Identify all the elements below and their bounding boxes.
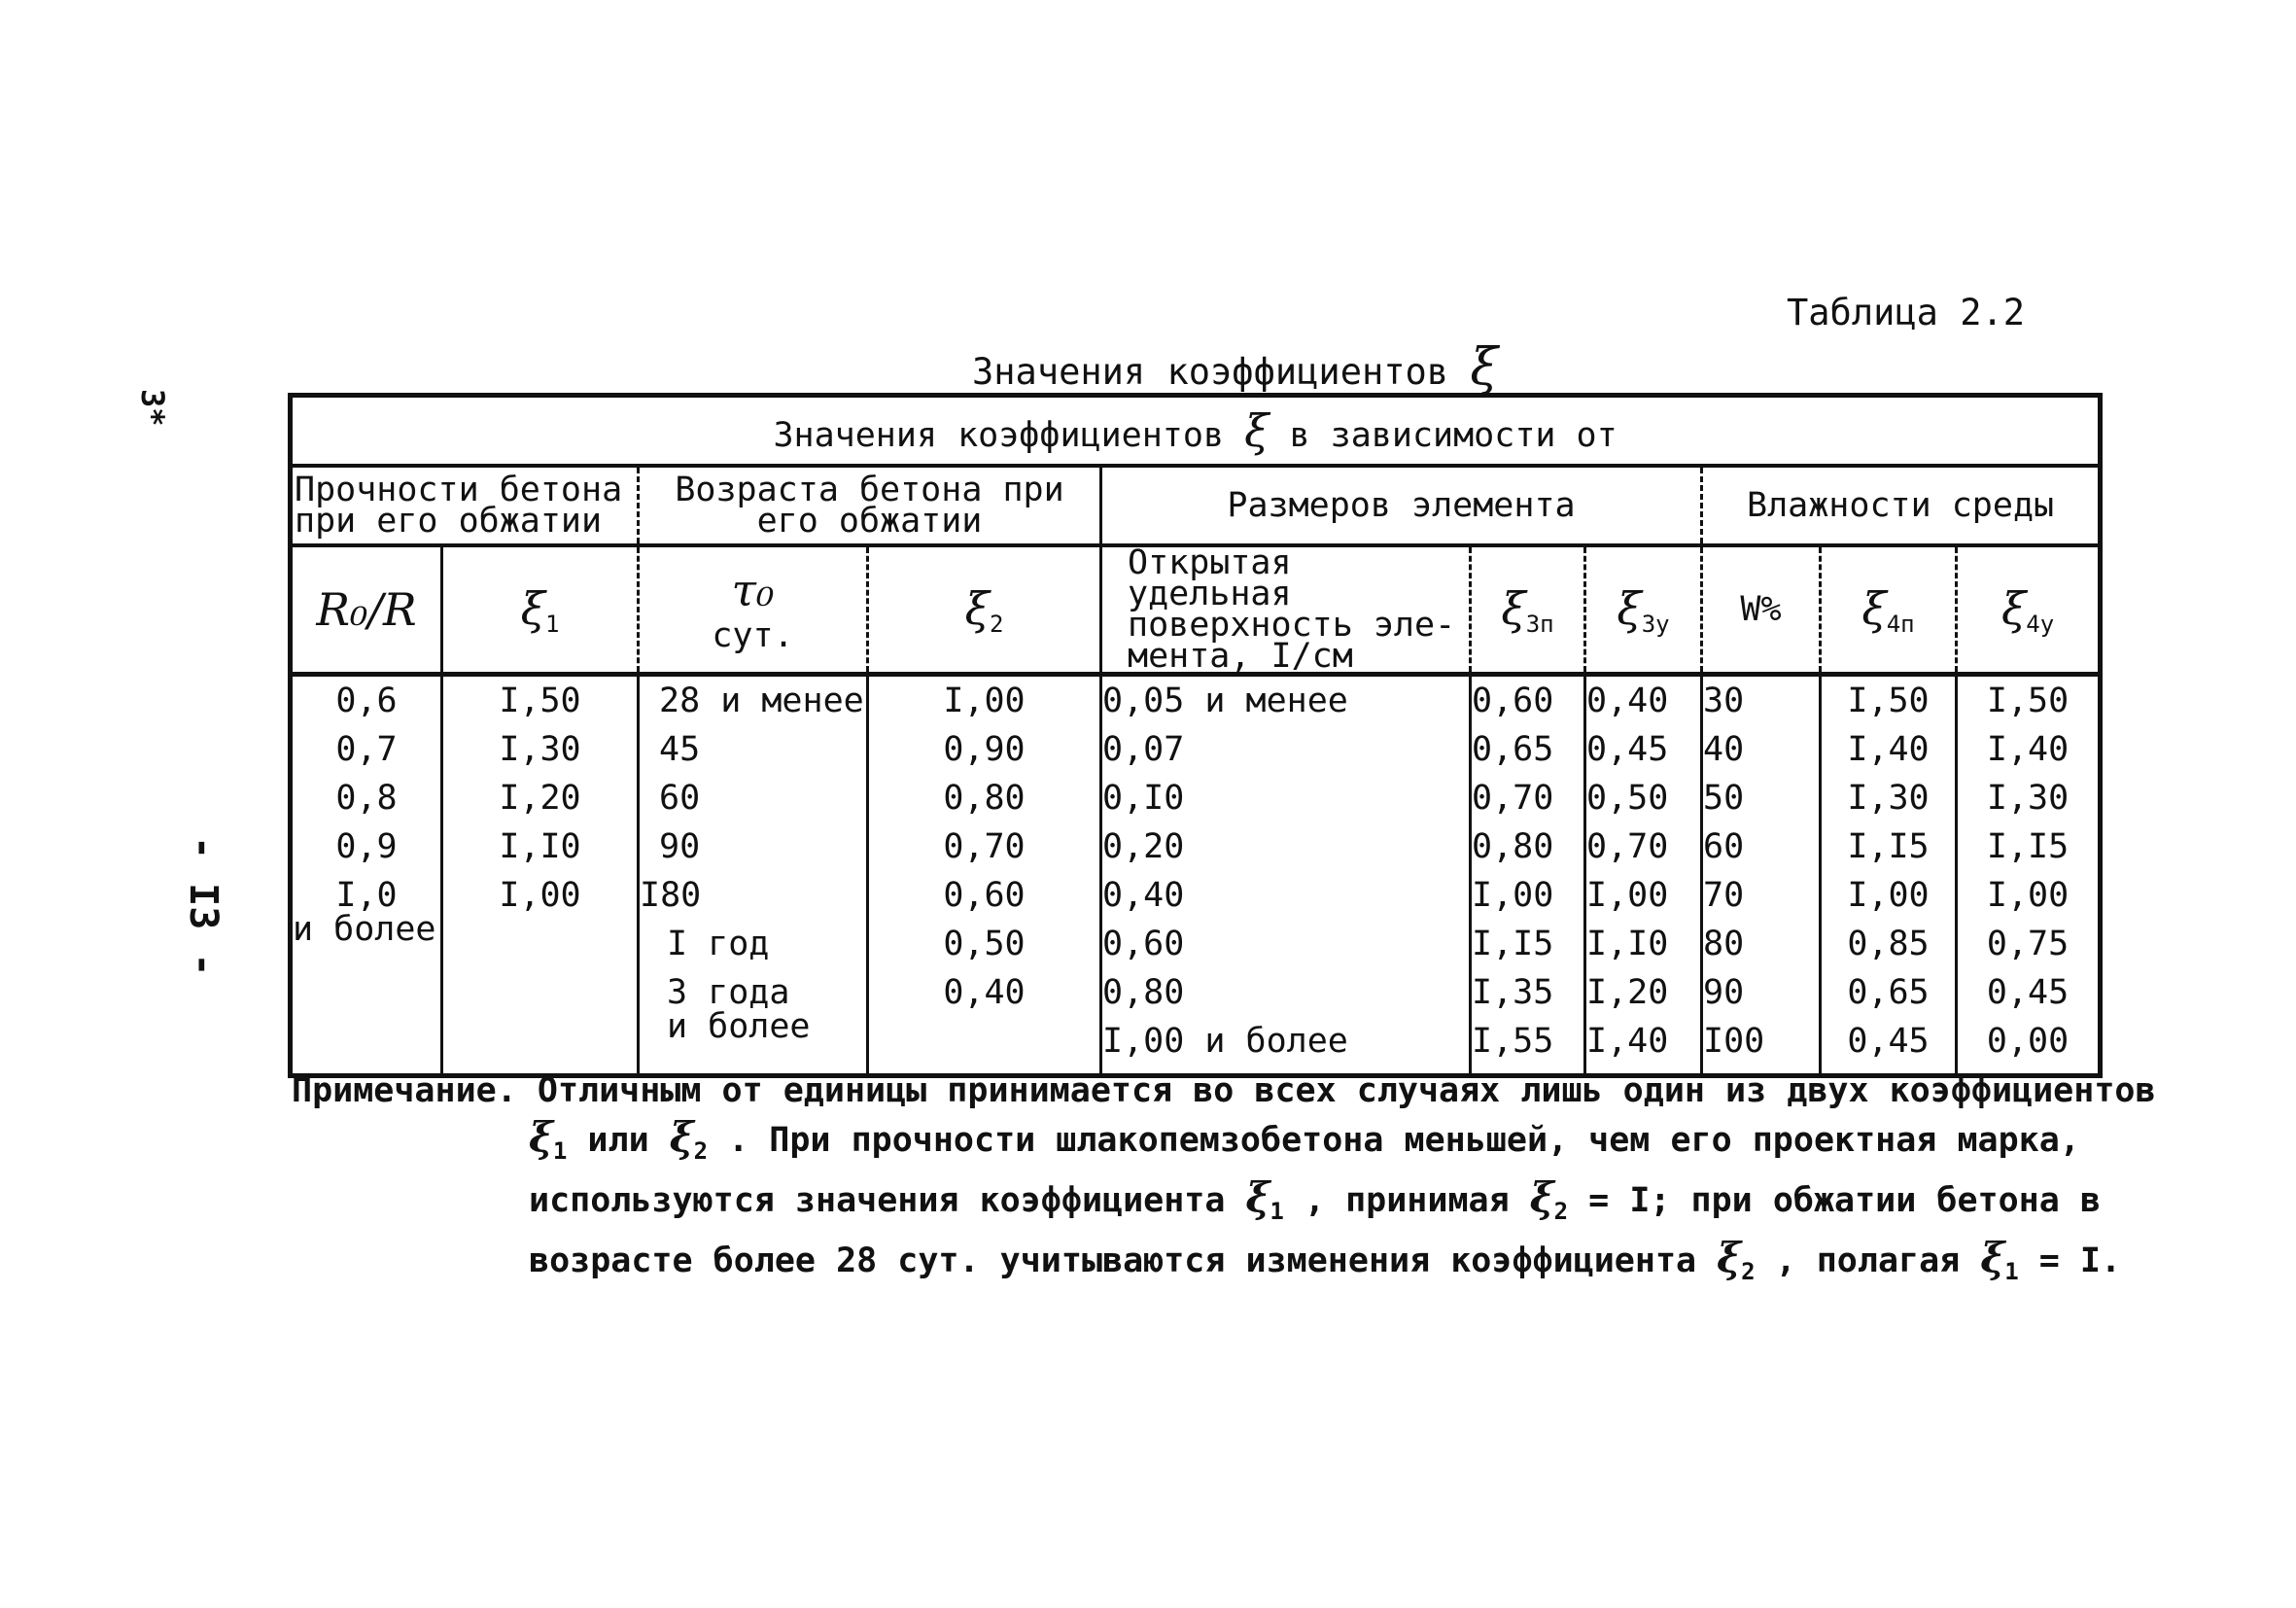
cell-xi4u: I,I5	[1957, 822, 2101, 871]
note-line-3	[292, 1174, 2156, 1235]
top-header-text: Значения коэффициентов	[773, 416, 1225, 455]
table-row	[291, 920, 2101, 968]
col-xi4p-header	[1821, 545, 1957, 675]
xi-symbol-icon: ξ	[1980, 1234, 2005, 1281]
subscript: 1	[2004, 1258, 2019, 1285]
cell-w: 40	[1702, 725, 1821, 774]
col-xi2-header	[868, 545, 1101, 675]
tau-unit: сут.	[712, 616, 794, 655]
subscript: 2	[1553, 1198, 1569, 1225]
cell-xi1: I,50	[442, 675, 639, 726]
cell-xi4p: I,30	[1821, 774, 1957, 822]
top-header-cell	[291, 396, 2101, 467]
note-text: используются значения коэффициента	[529, 1181, 1226, 1220]
table-row	[291, 725, 2101, 774]
cell-xi2: 0,70	[868, 822, 1101, 871]
cell-xi3u: 0,45	[1585, 725, 1702, 774]
col-xi1-header	[442, 545, 639, 675]
cell-xi4u: I,00	[1957, 871, 2101, 920]
cell-tau: I год	[639, 920, 868, 968]
note-text: возрасте более 28 сут. учитываются изменения коэффициента	[529, 1241, 1697, 1280]
table-top-header	[291, 396, 2101, 467]
cell-xi2: 0,50	[868, 920, 1101, 968]
subscript: 1	[1270, 1198, 1284, 1225]
cell-xi1: I,20	[442, 774, 639, 822]
table-row	[291, 822, 2101, 871]
cell-xi4p: I,50	[1821, 675, 1957, 726]
col-xi4u-header	[1957, 545, 2101, 675]
cell-tau: 60	[639, 774, 868, 822]
cell-xi3u: I,00	[1585, 871, 1702, 920]
xi-symbol-icon: ξ	[2000, 581, 2027, 635]
table-row	[291, 774, 2101, 822]
group-label: Размеров элемента	[1227, 486, 1576, 525]
cell-surface: 0,05 и менее	[1101, 675, 1471, 726]
cell-tau-value: 3 года	[667, 973, 790, 1012]
subscript: 1	[544, 610, 560, 638]
cell-xi3p: I,55	[1471, 1017, 1585, 1076]
table-number: Таблица 2.2	[1787, 292, 2026, 333]
subscript: 2	[1741, 1258, 1756, 1285]
cell-ratio: 0,9	[335, 827, 398, 866]
xi-symbol-icon: ξ	[1245, 1173, 1270, 1221]
col-surface-header	[1101, 545, 1471, 675]
cell-surface: 0,20	[1101, 822, 1471, 871]
group-label: Прочности бетона	[295, 471, 623, 509]
cell-xi2: I,00	[868, 675, 1101, 726]
subscript: 1	[552, 1137, 568, 1165]
col-tau-header	[639, 545, 868, 675]
xi-symbol-icon: ξ	[529, 1113, 553, 1161]
note-line-2	[292, 1114, 2156, 1174]
cell-surface: 0,80	[1101, 968, 1471, 1017]
group-label: при его обжатии	[295, 502, 603, 541]
cell-xi1	[442, 968, 639, 1017]
tau-symbol-icon: τ₀	[731, 564, 775, 616]
note-text: или	[587, 1121, 649, 1160]
coefficients-table	[288, 393, 2103, 1078]
cell-xi3u: I,20	[1585, 968, 1702, 1017]
cell-xi1: I,00	[442, 871, 639, 920]
xi-symbol-icon: ξ	[1501, 581, 1526, 635]
cell-xi4u: I,30	[1957, 774, 2101, 822]
col-ratio-header	[291, 545, 442, 675]
cell-xi4u: 0,75	[1957, 920, 2101, 968]
cell-xi3p: 0,60	[1471, 675, 1585, 726]
cell-xi1: I,I0	[442, 822, 639, 871]
xi-symbol-icon: ξ	[1617, 581, 1642, 635]
subscript: 4у	[2026, 610, 2055, 638]
cell-xi4u: 0,45	[1957, 968, 2101, 1017]
cell-w: 60	[1702, 822, 1821, 871]
xi-symbol-icon: ξ	[1529, 1173, 1554, 1221]
cell-xi3u: 0,50	[1585, 774, 1702, 822]
w-label: W%	[1740, 590, 1782, 629]
note-text: . При прочности шлакопемзобетона меньшей, чем его проектная марка,	[728, 1121, 2080, 1160]
cell-xi3p: I,00	[1471, 871, 1585, 920]
cell-w: 70	[1702, 871, 1821, 920]
note-text: , полагая	[1775, 1241, 1961, 1280]
top-header-text-after: в зависимости от	[1289, 416, 1618, 455]
surface-label: мента, I/см	[1128, 637, 1353, 676]
subscript: 3п	[1525, 610, 1554, 638]
cell-xi3p: 0,65	[1471, 725, 1585, 774]
cell-surface: 0,60	[1101, 920, 1471, 968]
note-line-4	[292, 1235, 2156, 1295]
group-concrete-strength	[291, 466, 639, 545]
note-text: = I; при обжатии бетона в	[1588, 1181, 2101, 1220]
cell-surface: 0,40	[1101, 871, 1471, 920]
cell-w: 30	[1702, 675, 1821, 726]
cell-xi3p: 0,80	[1471, 822, 1585, 871]
cell-xi4u: I,40	[1957, 725, 2101, 774]
side-mark: 3*	[134, 389, 171, 427]
group-humidity	[1702, 466, 2101, 545]
xi-symbol-icon: ξ	[1470, 338, 1498, 397]
cell-xi2: 0,40	[868, 968, 1101, 1017]
cell-xi3p: I,35	[1471, 968, 1585, 1017]
group-label: Влажности среды	[1747, 486, 2055, 525]
cell-xi1	[442, 920, 639, 968]
xi-symbol-icon: ξ	[964, 581, 990, 635]
cell-ratio: 0,7	[335, 730, 398, 769]
note-text: , принимая	[1304, 1181, 1510, 1220]
cell-ratio: 0,6	[335, 682, 398, 720]
cell-surface: 0,07	[1101, 725, 1471, 774]
subscript: 3у	[1641, 610, 1670, 638]
cell-xi3p: I,I5	[1471, 920, 1585, 968]
note-text: Отличным от единицы принимается во всех случаях лишь один из двух коэффициентов	[537, 1071, 2156, 1110]
table-row	[291, 675, 2101, 726]
cell-xi4p: 0,45	[1821, 1017, 1957, 1076]
note-text: = I.	[2038, 1241, 2122, 1280]
cell-tau: 28 и менее	[639, 675, 868, 726]
cell-xi4p: 0,65	[1821, 968, 1957, 1017]
cell-xi2: 0,80	[868, 774, 1101, 822]
table-row	[291, 968, 2101, 1017]
cell-xi3u: 0,70	[1585, 822, 1702, 871]
note-block	[292, 1067, 2156, 1295]
table-row	[291, 871, 2101, 920]
xi-symbol-icon: ξ	[520, 581, 545, 635]
cell-xi4u: 0,00	[1957, 1017, 2101, 1076]
cell-xi3p: 0,70	[1471, 774, 1585, 822]
cell-w: I00	[1702, 1017, 1821, 1076]
cell-w: 80	[1702, 920, 1821, 968]
cell-tau: 90	[639, 822, 868, 871]
cell-xi4p: 0,85	[1821, 920, 1957, 968]
table-body	[291, 675, 2101, 1076]
group-label: его обжатии	[756, 502, 983, 541]
cell-ratio-continued: и более	[293, 910, 436, 949]
cell-surface: 0,I0	[1101, 774, 1471, 822]
table-title	[972, 338, 1498, 397]
cell-ratio	[291, 968, 442, 1017]
note-label: Примечание.	[292, 1071, 517, 1110]
surface-label: поверхность эле-	[1128, 606, 1456, 645]
col-xi3p-header	[1471, 545, 1585, 675]
note-line-1	[292, 1067, 2156, 1114]
surface-label: Открытая удельная	[1128, 543, 1292, 613]
xi-symbol-icon: ξ	[1861, 581, 1887, 635]
cell-xi4p: I,00	[1821, 871, 1957, 920]
cell-xi4p: I,40	[1821, 725, 1957, 774]
subscript: 2	[989, 610, 1004, 638]
col-w-header	[1702, 545, 1821, 675]
group-concrete-age	[639, 466, 1101, 545]
subscript: 2	[693, 1137, 709, 1165]
cell-w: 90	[1702, 968, 1821, 1017]
cell-xi3u: 0,40	[1585, 675, 1702, 726]
cell-surface: I,00 и более	[1101, 1017, 1471, 1076]
group-header-row	[291, 466, 2101, 545]
group-label: Возраста бетона при	[675, 471, 1064, 509]
subscript: 4п	[1886, 610, 1915, 638]
cell-ratio: 0,8	[335, 779, 398, 818]
group-element-size	[1101, 466, 1702, 545]
page-number: - I3 -	[181, 836, 226, 977]
cell-xi2: 0,60	[868, 871, 1101, 920]
cell-w: 50	[1702, 774, 1821, 822]
cell-tau: 45	[639, 725, 868, 774]
cell-tau: I80	[639, 871, 868, 920]
ratio-label: R₀/R	[316, 583, 417, 636]
cell-xi4p: I,I5	[1821, 822, 1957, 871]
xi-symbol-icon: ξ	[669, 1113, 694, 1161]
cell-xi1: I,30	[442, 725, 639, 774]
table-title-text: Значения коэффициентов	[972, 351, 1449, 393]
subheader-row	[291, 545, 2101, 675]
xi-symbol-icon: ξ	[1244, 404, 1270, 457]
cell-xi3u: I,I0	[1585, 920, 1702, 968]
cell-xi4u: I,50	[1957, 675, 2101, 726]
xi-symbol-icon: ξ	[1717, 1234, 1742, 1281]
cell-xi3u: I,40	[1585, 1017, 1702, 1076]
cell-ratio-value: I,0	[335, 876, 398, 915]
col-xi3u-header	[1585, 545, 1702, 675]
cell-xi2: 0,90	[868, 725, 1101, 774]
cell-tau-continued: и более	[639, 1017, 868, 1076]
